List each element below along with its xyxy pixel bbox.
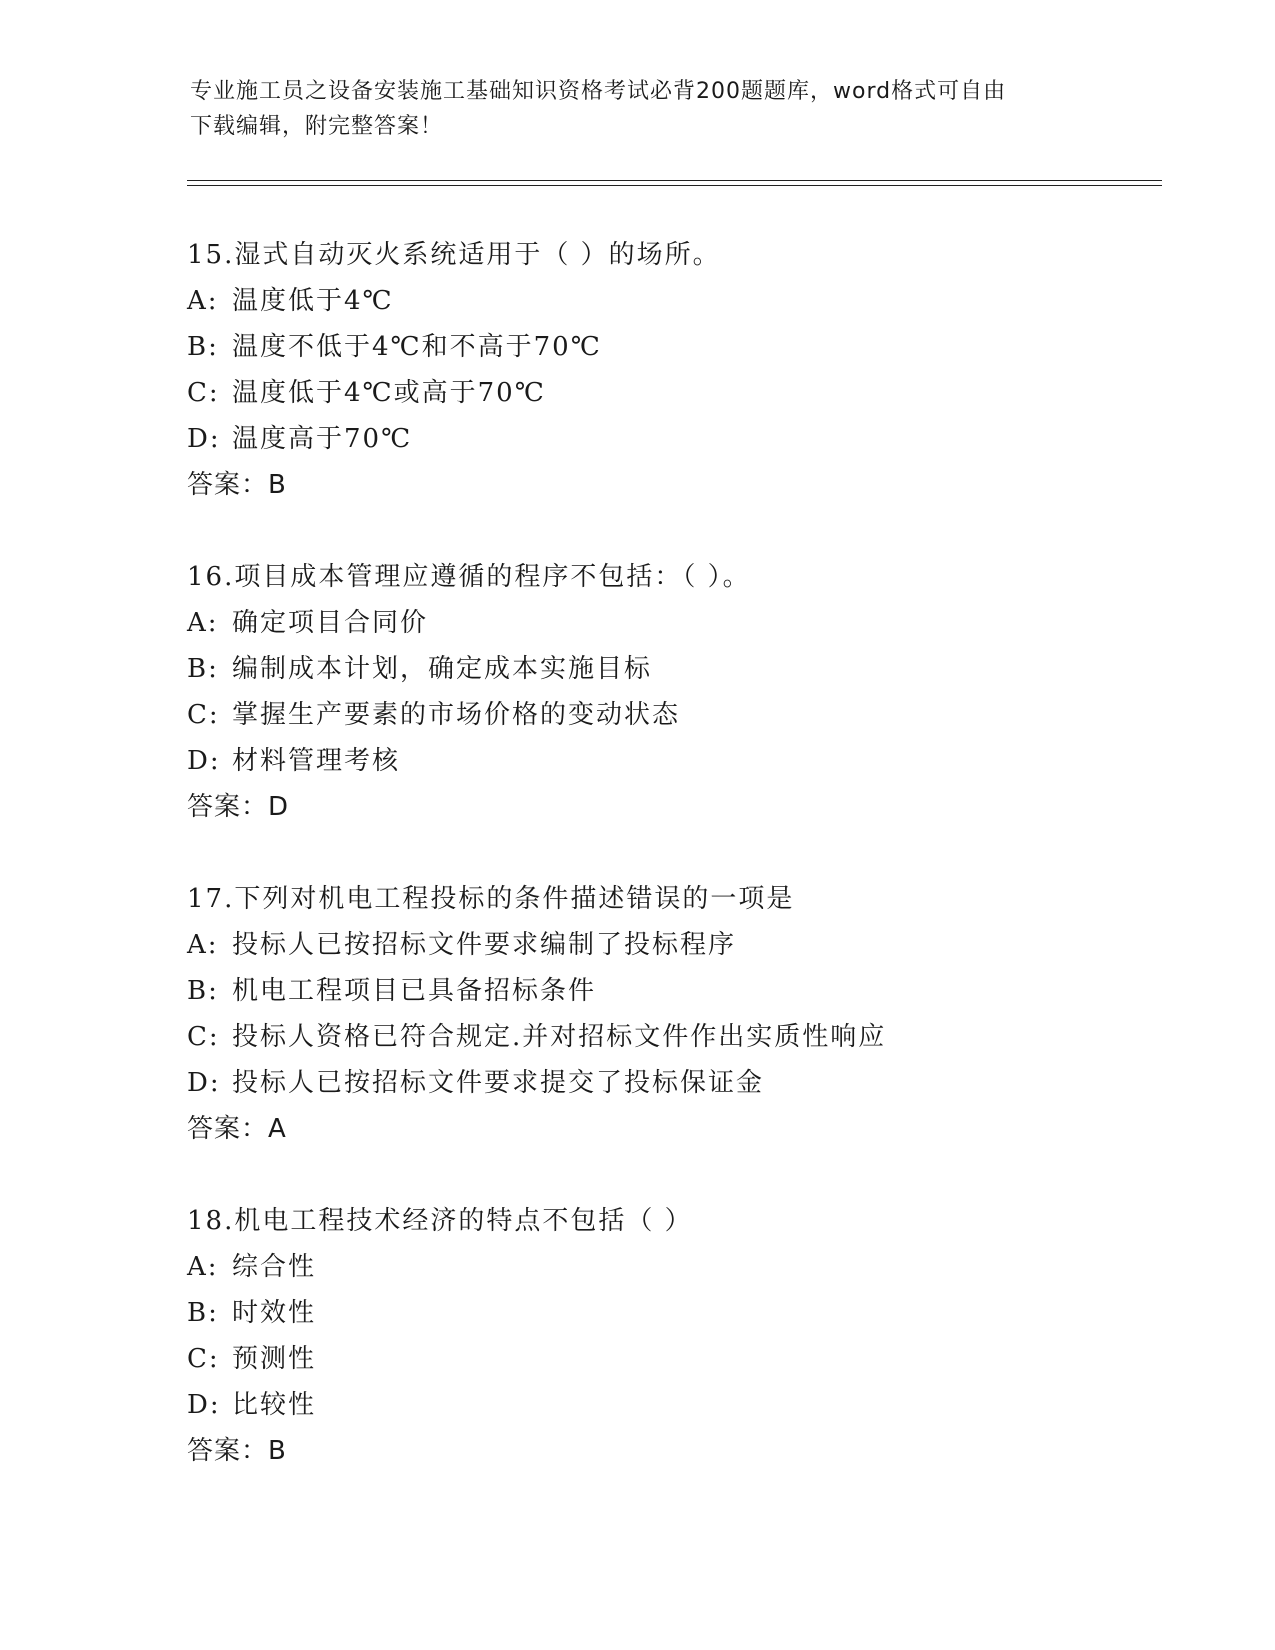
- option-key: D:: [187, 1390, 221, 1420]
- option-text: 综合性: [232, 1252, 317, 1282]
- option-d: [187, 416, 1167, 462]
- option-text: 预测性: [232, 1344, 317, 1374]
- option-text: 投标人资格已符合规定.并对招标文件作出实质性响应: [232, 1022, 887, 1052]
- option-key: D:: [187, 1068, 221, 1098]
- question-17: [187, 876, 1167, 1152]
- question-stem: 17.下列对机电工程投标的条件描述错误的一项是: [187, 884, 795, 914]
- option-d: [187, 738, 1167, 784]
- option-a: [187, 278, 1167, 324]
- option-key: D:: [187, 746, 221, 776]
- header-divider-top: [187, 180, 1162, 181]
- header-divider-bottom: [187, 185, 1162, 186]
- option-c: [187, 370, 1167, 416]
- option-text: 温度低于4℃或高于70℃: [232, 378, 546, 408]
- question-18: [187, 1198, 1167, 1474]
- option-key: C:: [187, 1022, 220, 1052]
- option-key: C:: [187, 1344, 220, 1374]
- option-key: A:: [187, 608, 219, 638]
- answer-line: 答案：A: [187, 1114, 287, 1144]
- option-text: 确定项目合同价: [232, 608, 429, 638]
- option-a: [187, 600, 1167, 646]
- option-text: 机电工程项目已具备招标条件: [232, 976, 597, 1006]
- question-stem: 18.机电工程技术经济的特点不包括（ ）: [187, 1206, 693, 1236]
- option-key: A:: [187, 930, 219, 960]
- document-header: [190, 74, 1090, 144]
- option-key: D:: [187, 424, 221, 454]
- option-key: B:: [187, 976, 219, 1006]
- question-stem: 16.项目成本管理应遵循的程序不包括：（ ）。: [187, 562, 751, 592]
- option-key: A:: [187, 1252, 219, 1282]
- answer-line: 答案：B: [187, 1436, 287, 1466]
- option-text: 时效性: [232, 1298, 317, 1328]
- option-b: [187, 968, 1167, 1014]
- option-text: 温度高于70℃: [232, 424, 413, 454]
- option-c: [187, 1014, 1167, 1060]
- header-line-2: 下载编辑，附完整答案！: [190, 114, 444, 139]
- option-text: 投标人已按招标文件要求编制了投标程序: [232, 930, 737, 960]
- option-key: B:: [187, 654, 219, 684]
- header-line-1: 专业施工员之设备安装施工基础知识资格考试必背200题题库，word格式可自由: [190, 79, 1007, 104]
- option-d: [187, 1060, 1167, 1106]
- option-text: 编制成本计划，确定成本实施目标: [232, 654, 653, 684]
- option-text: 掌握生产要素的市场价格的变动状态: [232, 700, 681, 730]
- option-key: B:: [187, 332, 219, 362]
- option-b: [187, 1290, 1167, 1336]
- question-16: [187, 554, 1167, 830]
- option-c: [187, 1336, 1167, 1382]
- option-a: [187, 1244, 1167, 1290]
- option-key: C:: [187, 700, 220, 730]
- option-b: [187, 646, 1167, 692]
- option-c: [187, 692, 1167, 738]
- option-key: C:: [187, 378, 220, 408]
- option-text: 温度低于4℃: [232, 286, 394, 316]
- option-d: [187, 1382, 1167, 1428]
- option-key: A:: [187, 286, 219, 316]
- option-text: 温度不低于4℃和不高于70℃: [232, 332, 602, 362]
- answer-line: 答案：B: [187, 470, 287, 500]
- answer-line: 答案：D: [187, 792, 290, 822]
- option-a: [187, 922, 1167, 968]
- option-text: 投标人已按招标文件要求提交了投标保证金: [232, 1068, 765, 1098]
- option-text: 材料管理考核: [232, 746, 401, 776]
- option-key: B:: [187, 1298, 219, 1328]
- question-15: [187, 232, 1167, 508]
- question-stem: 15.湿式自动灭火系统适用于（ ）的场所。: [187, 240, 721, 270]
- option-text: 比较性: [232, 1390, 317, 1420]
- option-b: [187, 324, 1167, 370]
